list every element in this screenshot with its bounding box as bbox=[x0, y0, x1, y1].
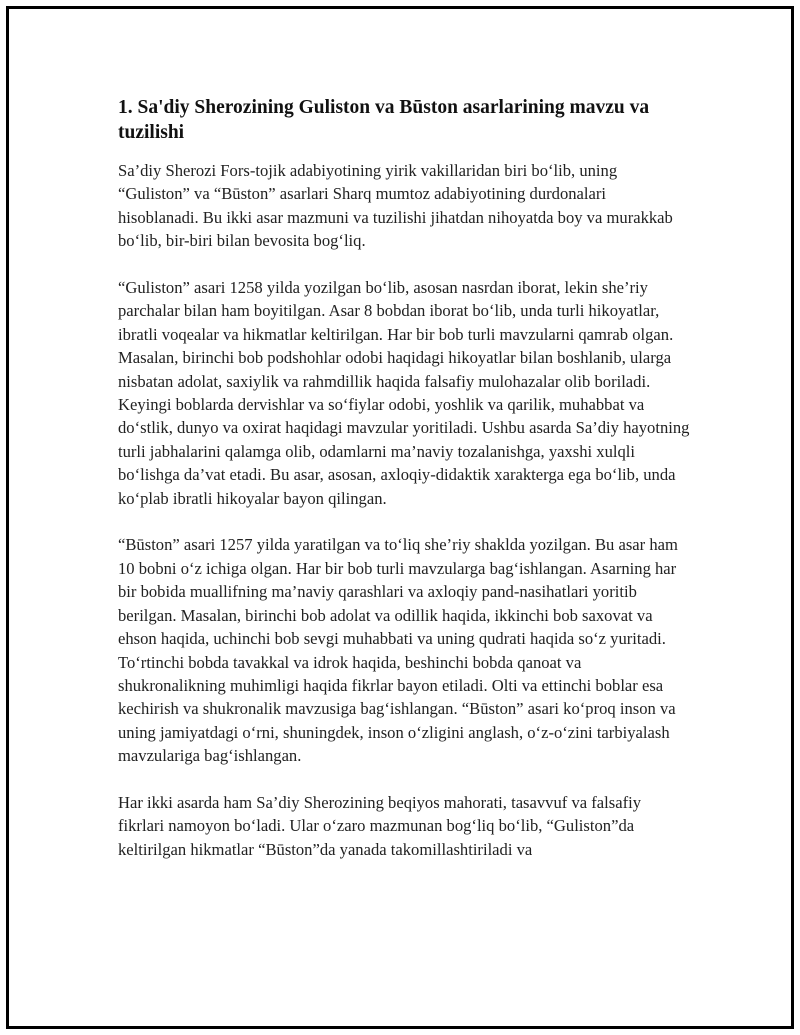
paragraph-intro: Sa’diy Sherozi Fors-tojik adabiyotining yirik vakillaridan biri bo‘lib, uning “Guliston” va “Būston” asarlari Sharq mumtoz adabiyotining durdonalari hisoblanadi. Bu ikki asar mazmuni va tuzilishi jihatdan nihoyatda boy va murakkab bo‘lib, bir-biri bilan bevosita bog‘liq. bbox=[118, 161, 673, 251]
paragraph-buston: “Būston” asari 1257 yilda yaratilgan va to‘liq she’riy shaklda yozilgan. Bu asar ham 10 bobni o‘z ichiga olgan. Har bir bob turli mavzularga bag‘ishlangan. Asarning har bir bobida muallifning ma’naviy qarashlari va axloqiy pand-nasihatlari yoritib berilgan. Masalan, birinchi bob adolat va odillik haqida, ikkinchi bob saxovat va ehson haqida, uchinchi bob sevgi muhabbati va uning qudrati haqida so‘z yuritadi. To‘rtinchi bobda tavakkal va idrok haqida, beshinchi bobda qanoat va shukronalikning muhimligi haqida fikrlar bayon etiladi. Olti va ettinchi boblar esa kechirish va shukronalik mavzusiga bag‘ishlangan. “Būston” asari ko‘proq inson va uning jamiyatdagi o‘rni, shuningdek, inson o‘zligini anglash, o‘z-o‘zini tarbiyalash mavzulariga bag‘ishlangan. bbox=[118, 535, 678, 766]
document-body bbox=[118, 95, 690, 885]
section-heading: 1. Sa'diy Sherozining Guliston va Būston asarlarining mavzu va tuzilishi bbox=[118, 97, 650, 143]
document-page bbox=[6, 6, 794, 1029]
paragraph-conclusion: Har ikki asarda ham Sa’diy Sherozining beqiyos mahorati, tasavvuf va falsafiy fikrlari namoyon bo‘ladi. Ular o‘zaro mazmunan bog‘liq bo‘lib, “Guliston”da keltirilgan hikmatlar “Būston”da yanada takomillashtiriladi va bbox=[118, 792, 642, 859]
paragraph-guliston: “Guliston” asari 1258 yilda yozilgan bo‘lib, asosan nasrdan iborat, lekin she’riy parchalar bilan ham boyitilgan. Asar 8 bobdan iborat bo‘lib, unda turli hikoyatlar, ibratli voqealar va hikmatlar keltirilgan. Har bir bob turli mavzularni qamrab olgan. Masalan, birinchi bob podshohlar odobi haqidagi hikoyatlar bilan boshlanib, ularga nisbatan adolat, saxiylik va rahmdillik haqida falsafiy mulohazalar olib boriladi. Keyingi boblarda dervishlar va so‘fiylar odobi, yoshlik va qarilik, muhabbat va do‘stlik, dunyo va oxirat haqidagi mavzular yoritiladi. Ushbu asarda Sa’diy hayotning turli jabhalarini qalamga olib, odamlarni ma’naviy tozalanishga, yaxshi xulqli bo‘lishga da’vat etadi. Bu asar, asosan, axloqiy-didaktik xarakterga ega bo‘lib, unda ko‘plab ibratli hikoyalar bayon qilingan. bbox=[118, 278, 690, 508]
